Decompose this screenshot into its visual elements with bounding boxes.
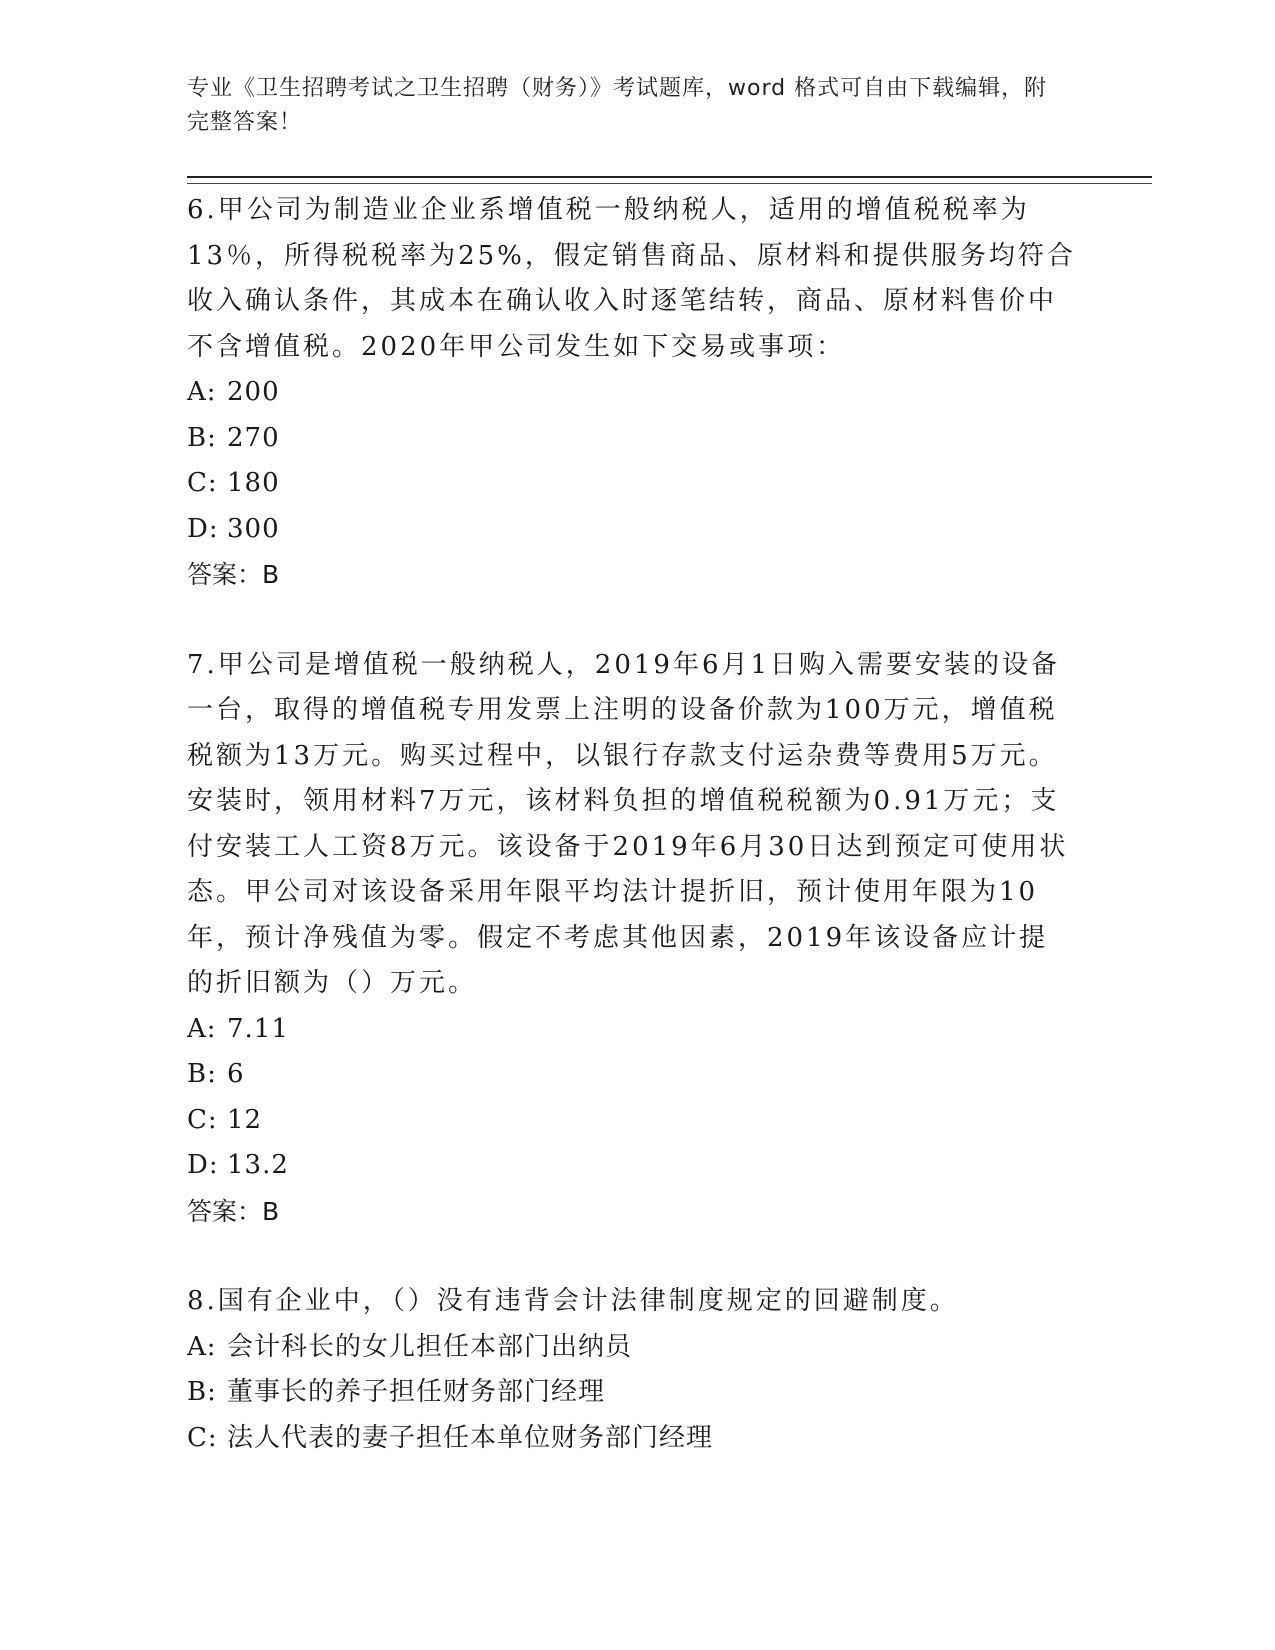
option-key: B: [187, 422, 217, 453]
option-a [187, 370, 1077, 416]
spacer [187, 598, 1077, 643]
option-c [187, 1098, 1077, 1144]
option-b [187, 1370, 1077, 1416]
answer-line: 答案：B [187, 560, 280, 589]
option-d [187, 1143, 1077, 1189]
option-key: C: [187, 468, 218, 498]
header-rule-thick [187, 176, 1152, 178]
option-text: 法人代表的妻子担任本单位财务部门经理 [227, 1422, 714, 1453]
question-7 [187, 643, 1077, 1235]
option-text: 12 [227, 1104, 263, 1135]
document-header: 专业《卫生招聘考试之卫生招聘（财务）》考试题库，word 格式可自由下载编辑，附完整答案！ [187, 76, 1048, 135]
option-text: 6 [227, 1059, 245, 1089]
option-text: 180 [227, 468, 280, 498]
option-text: 300 [227, 513, 280, 544]
option-text: 7.11 [227, 1013, 289, 1044]
option-text: 会计科长的女儿担任本部门出纳员 [227, 1331, 633, 1362]
question-8 [187, 1279, 1077, 1461]
answer-line: 答案：B [187, 1196, 280, 1226]
option-key: A: [187, 1331, 217, 1362]
option-text: 270 [227, 422, 280, 453]
option-key: A: [187, 377, 217, 407]
option-c [187, 461, 1077, 507]
header-rule-thin [187, 183, 1152, 184]
option-key: C: [187, 1104, 218, 1135]
option-b [187, 416, 1077, 462]
question-list [187, 188, 1077, 1461]
option-text: 200 [227, 377, 280, 407]
option-b [187, 1052, 1077, 1098]
option-d [187, 507, 1077, 553]
option-a [187, 1007, 1077, 1053]
question-stem: 8.国有企业中，（）没有违背会计法律制度规定的回避制度。 [187, 1286, 959, 1316]
option-key: B: [187, 1059, 217, 1089]
question-6 [187, 188, 1077, 598]
question-stem: 7.甲公司是增值税一般纳税人，2019年6月1日购入需要安装的设备一台，取得的增值税专用发票上注明的设备价款为100万元，增值税税额为13万元。购买过程中，以银行存款支付运杂费等费用5万元。安装时，领用材料7万元，该材料负担的增值税税额为0.91万元；支付安装工人工资8万元。该设备于2019年6月30日达到预定可使用状态。甲公司对该设备采用年限平均法计提折旧，预计使用年限为10年，预计净残值为零。假定不考虑其他因素，2019年该设备应计提的折旧额为（）万元。 [187, 649, 1069, 998]
option-key: C: [187, 1422, 218, 1453]
question-stem: 6.甲公司为制造业企业系增值税一般纳税人，适用的增值税税率为13％，所得税税率为25%，假定销售商品、原材料和提供服务均符合收入确认条件，其成本在确认收入时逐笔结转，商品、原材料售价中不含增值税。2020年甲公司发生如下交易或事项： [187, 195, 1076, 362]
option-key: B: [187, 1377, 217, 1407]
option-c [187, 1416, 1077, 1462]
option-a [187, 1325, 1077, 1371]
option-key: A: [187, 1013, 217, 1044]
option-text: 董事长的养子担任财务部门经理 [227, 1377, 606, 1407]
option-text: 13.2 [227, 1150, 289, 1180]
spacer [187, 1234, 1077, 1279]
option-key: D: [187, 513, 219, 544]
option-key: D: [187, 1150, 219, 1180]
